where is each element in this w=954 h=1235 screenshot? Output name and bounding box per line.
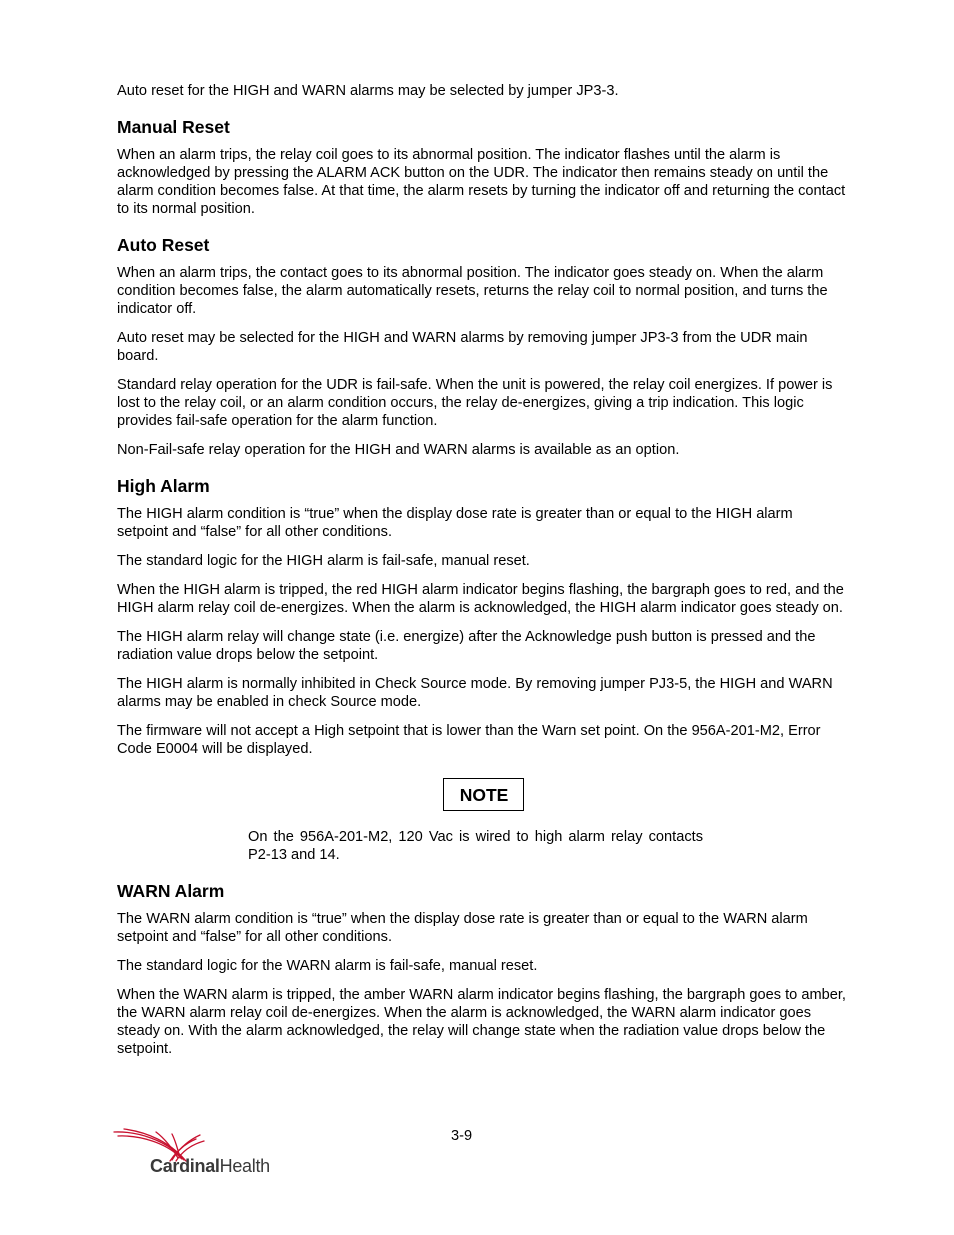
cardinal-health-logo: [112, 1126, 272, 1184]
paragraph: Auto reset may be selected for the HIGH and WARN alarms by removing jumper JP3-3 from the UDR main board.: [117, 330, 808, 364]
page-number: 3-9: [451, 1128, 473, 1144]
intro-paragraph: Auto reset for the HIGH and WARN alarms may be selected by jumper JP3-3.: [117, 83, 619, 99]
paragraph: Non-Fail-safe relay operation for the HIGH and WARN alarms is available as an option.: [117, 442, 680, 458]
logo-wordmark-light: Health: [219, 1156, 270, 1176]
paragraph: When the WARN alarm is tripped, the amber WARN alarm indicator begins flashing, the bargraph goes to amber, the WARN alarm relay coil de-energizes. When the alarm is acknowledged, the WARN alarm indicator goes steady on. With the alarm acknowledged, the relay will change state when the radiation value drops below the setpoint.: [117, 987, 846, 1057]
paragraph: When an alarm trips, the relay coil goes to its abnormal position. The indicator flashes until the alarm is acknowledged by pressing the ALARM ACK button on the UDR. The indicator then remains steady on until the alarm condition becomes false. At that time, the alarm resets by turning the indicator off and returning the contact to its normal position.: [117, 147, 846, 217]
paragraph: The HIGH alarm condition is “true” when the display dose rate is greater than or equal to the HIGH alarm setpoint and “false” for all other conditions.: [117, 506, 793, 540]
paragraph: When an alarm trips, the contact goes to its abnormal position. The indicator goes steady on. When the alarm condition becomes false, the alarm automatically resets, returns the relay coil to normal position, and turns the indicator off.: [117, 265, 828, 317]
heading-manual-reset: Manual Reset: [117, 117, 230, 137]
paragraph: The standard logic for the HIGH alarm is fail-safe, manual reset.: [117, 553, 530, 569]
paragraph: The HIGH alarm relay will change state (i.e. energize) after the Acknowledge push button is pressed and the radiation value drops below the setpoint.: [117, 629, 816, 663]
heading-high-alarm: High Alarm: [117, 476, 210, 496]
heading-auto-reset: Auto Reset: [117, 235, 210, 255]
paragraph: The firmware will not accept a High setpoint that is lower than the Warn set point. On the 956A-201-M2, Error Code E0004 will be displayed.: [117, 723, 821, 757]
paragraph: The WARN alarm condition is “true” when the display dose rate is greater than or equal to the WARN alarm setpoint and “false” for all other conditions.: [117, 911, 808, 945]
logo-wordmark: [150, 1156, 270, 1177]
paragraph: When the HIGH alarm is tripped, the red HIGH alarm indicator begins flashing, the bargraph goes to red, and the HIGH alarm relay coil de-energizes. When the alarm is acknowledged, the HIGH alarm indicator goes steady on.: [117, 582, 844, 616]
paragraph: The HIGH alarm is normally inhibited in Check Source mode. By removing jumper PJ3-5, the HIGH and WARN alarms may be enabled in check Source mode.: [117, 676, 833, 710]
note-callout: [117, 778, 847, 811]
heading-warn-alarm: WARN Alarm: [117, 881, 225, 901]
note-text: On the 956A-201-M2, 120 Vac is wired to high alarm relay contacts P2-13 and 14.: [248, 829, 703, 863]
paragraph: The standard logic for the WARN alarm is fail-safe, manual reset.: [117, 958, 538, 974]
paragraph: Standard relay operation for the UDR is fail-safe. When the unit is powered, the relay coil energizes. If power is lost to the relay coil, or an alarm condition occurs, the relay de-energizes, giving a trip indication. This logic provides fail-safe operation for the alarm function.: [117, 377, 833, 429]
note-label: NOTE: [443, 778, 525, 811]
logo-wordmark-bold: Cardinal: [150, 1156, 220, 1176]
page-content: [117, 82, 847, 1069]
